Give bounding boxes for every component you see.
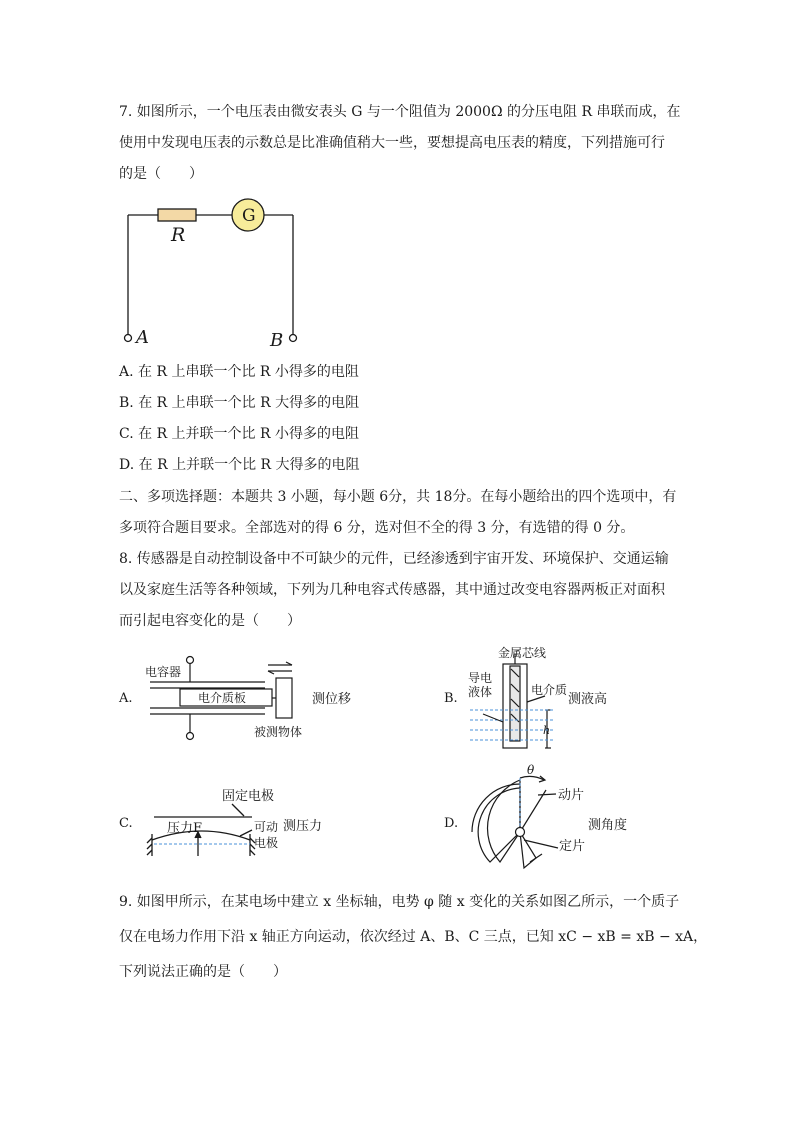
q8-fig-c-option[interactable]: C. [119, 816, 133, 831]
q8-fig-a-option[interactable]: A. [119, 691, 133, 706]
q7-option-c[interactable]: C. 在 R 上并联一个比 R 小得多的电阻 [119, 426, 359, 442]
fig-b-liquid-label-1: 导电 [468, 671, 493, 685]
resistor-r [158, 209, 196, 221]
a-label: A [136, 327, 149, 348]
q7-line-3: 的是（ ） [119, 166, 203, 182]
q9-line-2-text: 仅在电场力作用下沿 x 轴正方向运动，依次经过 A、B、C 三点，已知 x [119, 929, 567, 945]
fig-a-dielectric-label: 电介质板 [198, 691, 247, 705]
fig-d-caption: 测角度 [588, 818, 628, 833]
fig-b-dielectric-label: 电介质 [531, 683, 568, 697]
q8-fig-a [140, 652, 370, 744]
fig-b-h-label: h [543, 724, 551, 737]
fig-c-movable-label-2: 电极 [254, 836, 279, 850]
terminal-b [290, 335, 297, 342]
q7-option-d[interactable]: D. 在 R 上并联一个比 R 大得多的电阻 [119, 457, 360, 473]
fig-d-moving-label: 动片 [558, 788, 585, 803]
q9-line-1: 9. 如图甲所示，在某电场中建立 x 坐标轴，电势 φ 随 x 变化的关系如图乙所示，一个质子 [119, 894, 680, 910]
q7-option-b[interactable]: B. 在 R 上串联一个比 R 大得多的电阻 [119, 395, 360, 411]
fig-c-movable-label-1: 可动 [254, 820, 279, 834]
q8-fig-b [465, 644, 640, 756]
q8-fig-b-option[interactable]: B. [444, 691, 458, 706]
fig-a-caption: 测位移 [312, 692, 352, 707]
q8-fig-c [140, 784, 340, 869]
q7-option-a[interactable]: A. 在 R 上串联一个比 R 小得多的电阻 [119, 364, 359, 380]
fig-c-caption: 测压力 [283, 819, 323, 834]
fig-c-force-label: 压力F [167, 821, 203, 836]
q8-line-2: 以及家庭生活等各种领域，下列为几种电容式传感器，其中通过改变电容器两板正对面积 [119, 582, 665, 598]
b-label: B [270, 330, 284, 350]
q9-line-2 [119, 927, 707, 947]
fig-a-object-label: 被测物体 [254, 725, 303, 739]
fig-b-core-label: 金属芯线 [498, 646, 547, 660]
q7-line-2: 使用中发现电压表的示数总是比准确值稍大一些，要想提高电压表的精度，下列措施可行 [119, 135, 665, 151]
fig-d-theta-label: θ [527, 763, 535, 777]
r-label: R [171, 224, 186, 246]
terminal-a [125, 335, 132, 342]
q7-line-1: 7. 如图所示，一个电压表由微安表头 G 与一个阻值为 2000Ω 的分压电阻 R 串联而成，在 [119, 104, 681, 120]
fig-c-fixed-label: 固定电极 [222, 789, 275, 804]
q8-line-1: 8. 传感器是自动控制设备中不可缺少的元件，已经渗透到宇宙开发、环境保护、交通运输 [119, 551, 669, 567]
q9-line-3: 下列说法正确的是（ ） [119, 964, 287, 980]
q7-circuit-figure [118, 198, 308, 350]
q8-fig-d-option[interactable]: D. [444, 816, 459, 831]
section2-line-2: 多项符合题目要求。全部选对的得 6 分，选对但不全的得 3 分，有选错的得 0 分。 [119, 520, 635, 536]
g-label: G [242, 206, 256, 226]
q9-equation: C − xB = xB − xA， [566, 929, 708, 945]
fig-a-capacitor-label: 电容器 [145, 665, 182, 679]
fig-b-caption: 测液高 [568, 692, 608, 707]
q8-fig-d [460, 762, 640, 878]
section2-line-1: 二、多项选择题：本题共 3 小题，每小题 6分，共 18分。在每小题给出的四个选项中，有 [119, 489, 677, 505]
q8-line-3: 而引起电容变化的是（ ） [119, 613, 301, 629]
fig-d-fixed-label: 定片 [559, 839, 586, 854]
fig-b-liquid-label-2: 液体 [468, 685, 493, 699]
